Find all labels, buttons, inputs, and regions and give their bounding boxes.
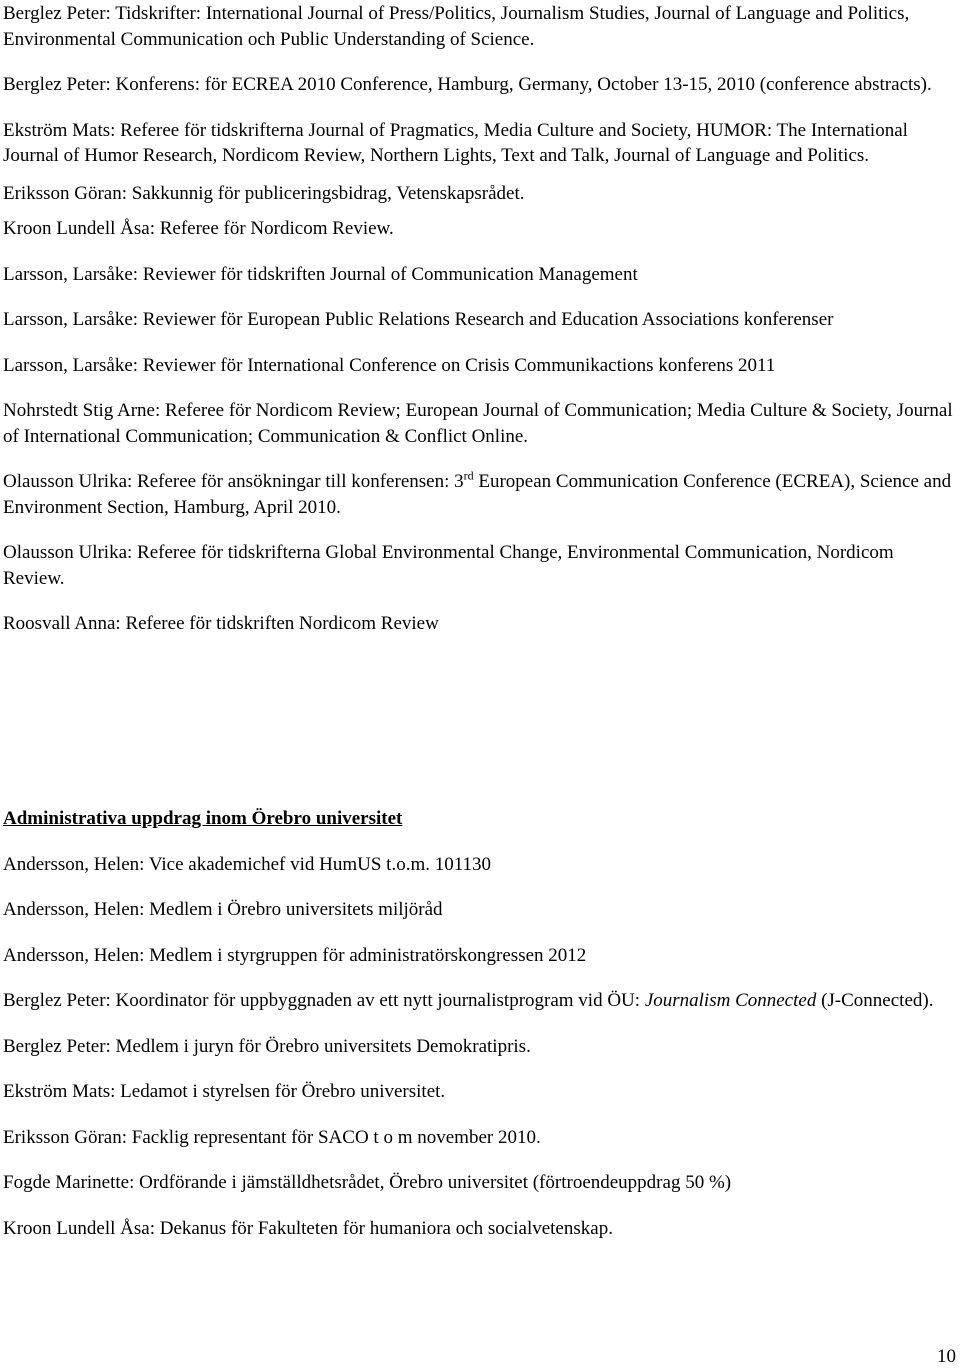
text-span: Berglez Peter: Koordinator för uppbyggnaden av ett nytt journalistprogram vid ÖU: — [3, 990, 645, 1011]
paragraph — [3, 988, 955, 1014]
paragraph: Andersson, Helen: Vice akademichef vid HumUS t.o.m. 101130 — [3, 853, 492, 875]
paragraph: Nohrstedt Stig Arne: Referee för Nordicom Review; European Journal of Communication; Media Culture & Society, Journal of International Communication; Communication & Conflict Online. — [3, 400, 953, 447]
section-heading: Administrativa uppdrag inom Örebro universitet — [3, 808, 403, 829]
paragraph: Eriksson Göran: Facklig representant för SACO t o m november 2010. — [3, 1126, 541, 1148]
admin-assignments-list — [3, 806, 955, 1261]
paragraph: Ekström Mats: Referee för tidskrifterna Journal of Pragmatics, Media Culture and Society, HUMOR: The International Journal of Humor Research, Nordicom Review, Northern Lights, Text and Talk, Journal of Language and Politics. — [3, 119, 908, 166]
paragraph: Eriksson Göran: Sakkunnig för publiceringsbidrag, Vetenskapsrådet. — [3, 182, 525, 204]
italic-title: Journalism Connected — [644, 990, 817, 1011]
paragraph: Larsson, Larsåke: Reviewer för European Public Relations Research and Education Associations konferenser — [3, 309, 834, 330]
paragraph: Andersson, Helen: Medlem i Örebro universitets miljöråd — [3, 899, 443, 920]
paragraph: Berglez Peter: Konferens: för ECREA 2010 Conference, Hamburg, Germany, October 13-15, 2010 (conference abstracts). — [3, 74, 932, 95]
text-span: Olausson Ulrika: Referee för ansökningar till konferensen: 3 — [3, 471, 464, 492]
paragraph: Olausson Ulrika: Referee för tidskrifterna Global Environmental Change, Environmental Communication, Nordicom Review. — [3, 542, 894, 589]
paragraph: Andersson, Helen: Medlem i styrgruppen för administratörskongressen 2012 — [3, 944, 587, 966]
paragraph: Roosvall Anna: Referee för tidskriften Nordicom Review — [3, 613, 439, 634]
superscript: rd — [463, 468, 474, 483]
page-number: 10 — [937, 1346, 956, 1367]
paragraph: Fogde Marinette: Ordförande i jämställdhetsrådet, Örebro universitet (förtroendeuppdrag 50 %) — [3, 1172, 732, 1193]
paragraph: Kroon Lundell Åsa: Dekanus för Fakulteten för humaniora och socialvetenskap. — [3, 1217, 613, 1239]
paragraph: Larsson, Larsåke: Reviewer för International Conference on Crisis Communikactions konferens 2011 — [3, 354, 776, 376]
referee-list — [3, 1, 955, 657]
paragraph: Larsson, Larsåke: Reviewer för tidskriften Journal of Communication Management — [3, 263, 638, 285]
text-span: European Communication Conference (ECREA), Science and Environment Section, Hamburg, April 2010. — [3, 471, 952, 518]
paragraph: Kroon Lundell Åsa: Referee för Nordicom Review. — [3, 218, 394, 239]
paragraph: Ekström Mats: Ledamot i styrelsen för Örebro universitet. — [3, 1081, 446, 1102]
paragraph: Berglez Peter: Medlem i juryn för Örebro universitets Demokratipris. — [3, 1035, 531, 1057]
paragraph: Berglez Peter: Tidskrifter: International Journal of Press/Politics, Journalism Studies, Journal of Language and Politics, Environmental Communication och Public Understanding of Science. — [3, 3, 910, 50]
text-span: (J-Connected). — [816, 990, 934, 1011]
paragraph — [3, 469, 955, 520]
